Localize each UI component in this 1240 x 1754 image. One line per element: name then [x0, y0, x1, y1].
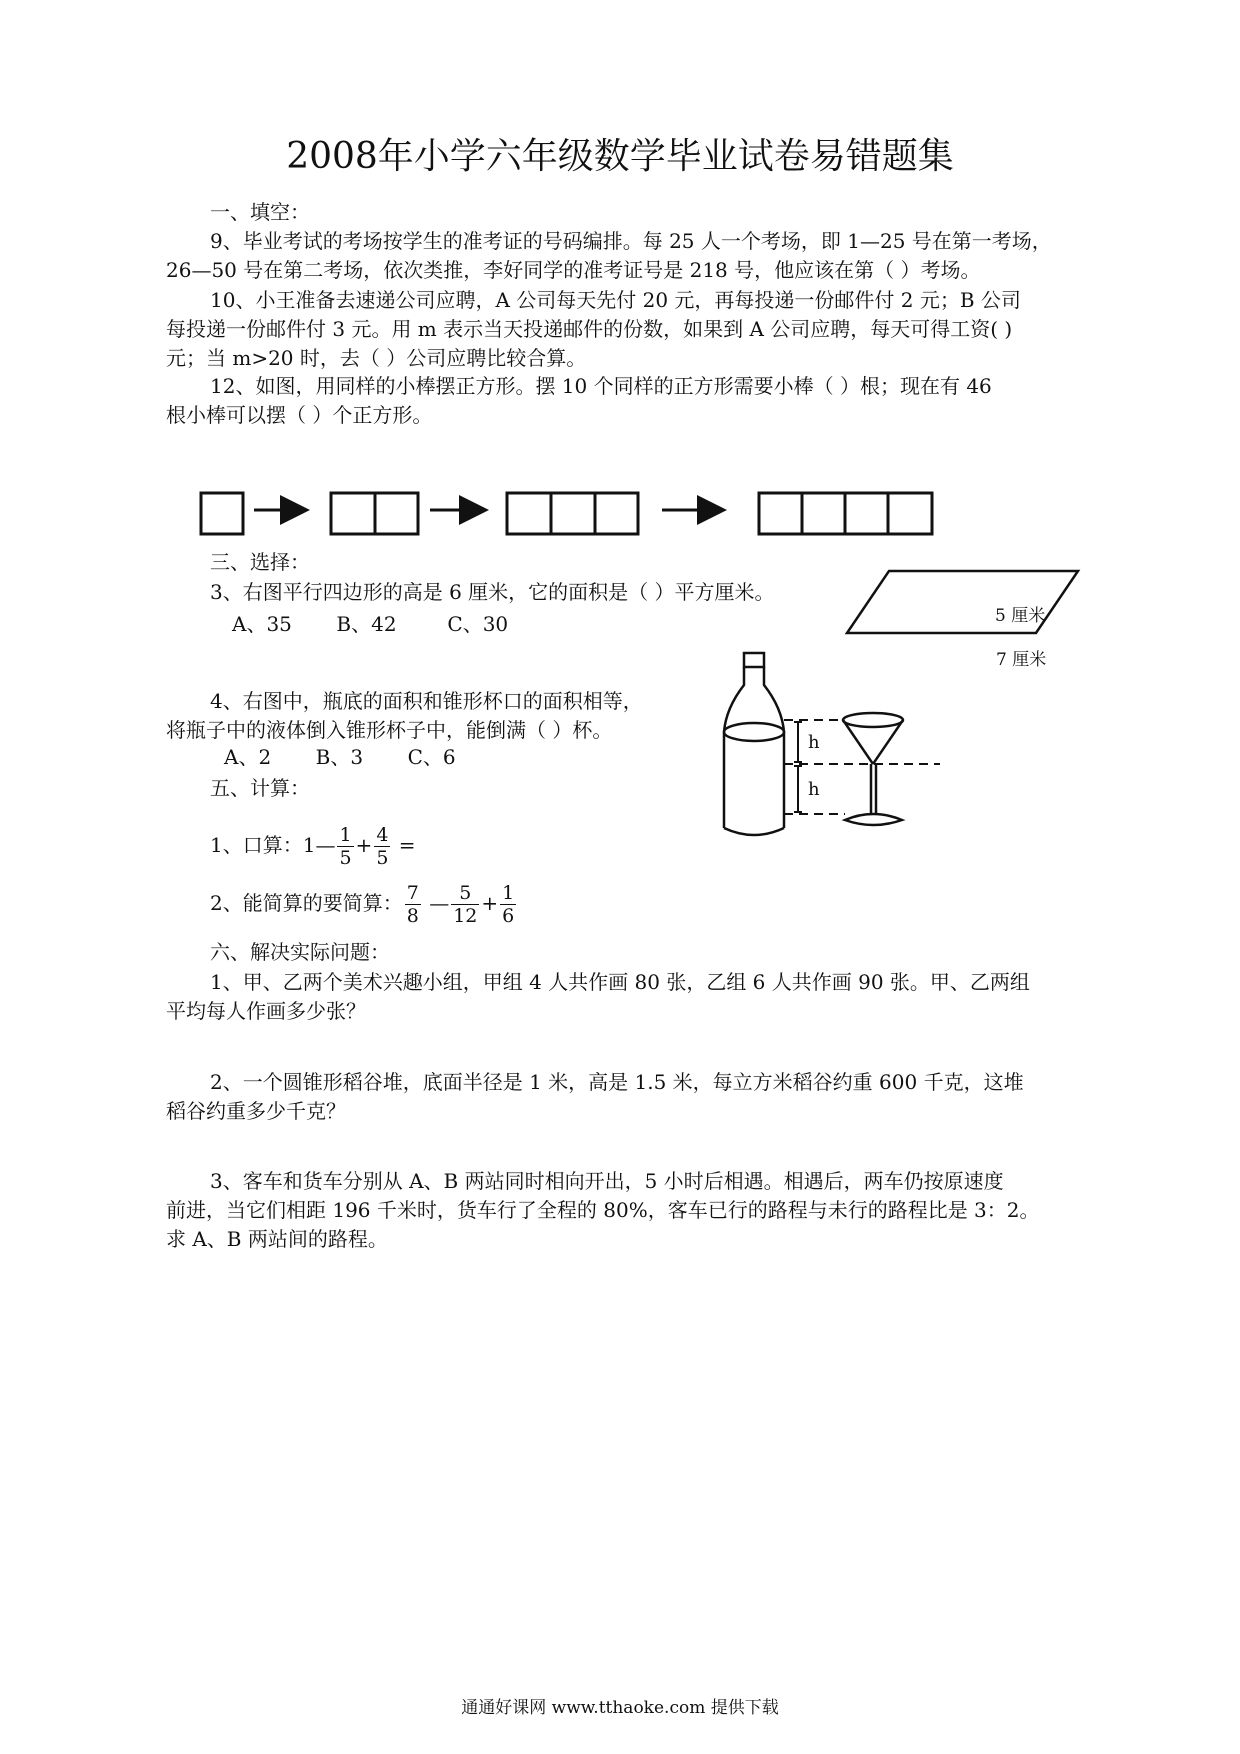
h-label-upper: h: [808, 732, 820, 753]
q9-line1: 9、毕业考试的考场按学生的准考证的号码编排。每 25 人一个考场，即 1—25 号在第一考场，: [210, 229, 1052, 253]
wp2-line1: 2、一个圆锥形稻谷堆，底面半径是 1 米，高是 1.5 米，每立方米稻谷约重 600 千克，这堆: [210, 1070, 1024, 1094]
fraction-7-8: $\frac{7}{8}$: [406, 882, 419, 927]
section-heading-choice: 三、选择：: [210, 550, 310, 574]
calc-q2: 2、能简算的要简算： $\frac{7}{8}$ — $\frac{5}{12}$ + $\frac{1}{6}$: [210, 882, 515, 927]
bottle-and-cone-glass-figure: [700, 650, 960, 840]
calc-q2-prefix: 2、能简算的要简算：: [210, 891, 403, 915]
h-label-lower: h: [808, 779, 820, 800]
calc-q1: 1、口算：1— $\frac{1}{5}$ + $\frac{4}{5}$ =: [210, 824, 416, 869]
q10-line1: 10、小王准备去速递公司应聘，A 公司每天先付 20 元，再每投递一份邮件付 2 元；B 公司: [210, 288, 1021, 312]
fraction-5-12: $\frac{5}{12}$: [453, 882, 478, 927]
square-group-1: [201, 493, 243, 534]
page-title: 2008年小学六年级数学毕业试卷易错题集: [286, 136, 954, 177]
section-heading-word-problems: 六、解决实际问题：: [210, 940, 390, 964]
q12-line1: 12、如图，用同样的小棒摆正方形。摆 10 个同样的正方形需要小棒（ ）根；现在有 46: [210, 374, 992, 398]
footer-source: 通通好课网 www.tthaoke.com 提供下载: [461, 1698, 779, 1718]
parallelogram-side-label: 5 厘米: [995, 606, 1046, 626]
fraction-1-6: $\frac{1}{6}$: [502, 882, 515, 927]
wp1-line1: 1、甲、乙两个美术兴趣小组，甲组 4 人共作画 80 张，乙组 6 人共作画 90 张。甲、乙两组: [210, 970, 1030, 994]
q4-line1: 4、右图中，瓶底的面积和锥形杯口的面积相等，: [210, 689, 643, 713]
wp3-line1: 3、客车和货车分别从 A、B 两站同时相向开出，5 小时后相遇。相遇后，两车仍按原速度: [210, 1169, 1004, 1193]
calc-q1-prefix: 1、口算：1—: [210, 833, 336, 857]
q12-line2: 根小棒可以摆（ ）个正方形。: [166, 403, 433, 427]
q10-line2: 每投递一份邮件付 3 元。用 m 表示当天投递邮件的份数，如果到 A 公司应聘，每天可得工资( ): [166, 317, 1013, 341]
q10-line3: 元；当 m>20 时，去（ ）公司应聘比较合算。: [166, 346, 587, 370]
wp2-line2: 稻谷约重多少千克？: [166, 1099, 346, 1123]
fraction-1-5: $\frac{1}{5}$: [339, 824, 352, 869]
fraction-4-5: $\frac{4}{5}$: [376, 824, 389, 869]
wp1-line2: 平均每人作画多少张？: [166, 999, 366, 1023]
section-heading-fill-blank: 一、填空：: [210, 200, 310, 224]
wp3-line2: 前进，当它们相距 196 千米时，货车行了全程的 80%，客车已行的路程与未行的路程比是 3：2。: [166, 1198, 1040, 1222]
q3-text: 3、右图平行四边形的高是 6 厘米，它的面积是（ ）平方厘米。: [210, 580, 775, 604]
q4-options: A、2 B、3 C、6: [224, 745, 456, 769]
wp3-line3: 求 A、B 两站间的路程。: [166, 1227, 388, 1251]
cone-glass: [843, 713, 903, 825]
q9-line2: 26—50 号在第二考场，依次类推，李好同学的准考证号是 218 号，他应该在第（ ）考场。: [166, 258, 981, 282]
bottle: [724, 653, 784, 835]
q3-options: A、35 B、42 C、30: [232, 612, 509, 636]
section-heading-calculation: 五、计算：: [210, 776, 310, 800]
q4-line2: 将瓶子中的液体倒入锥形杯子中，能倒满（ ）杯。: [166, 718, 613, 742]
parallelogram-base-label: 7 厘米: [996, 650, 1047, 668]
square-group-3: [507, 493, 638, 534]
matchstick-squares-figure: [190, 484, 950, 542]
